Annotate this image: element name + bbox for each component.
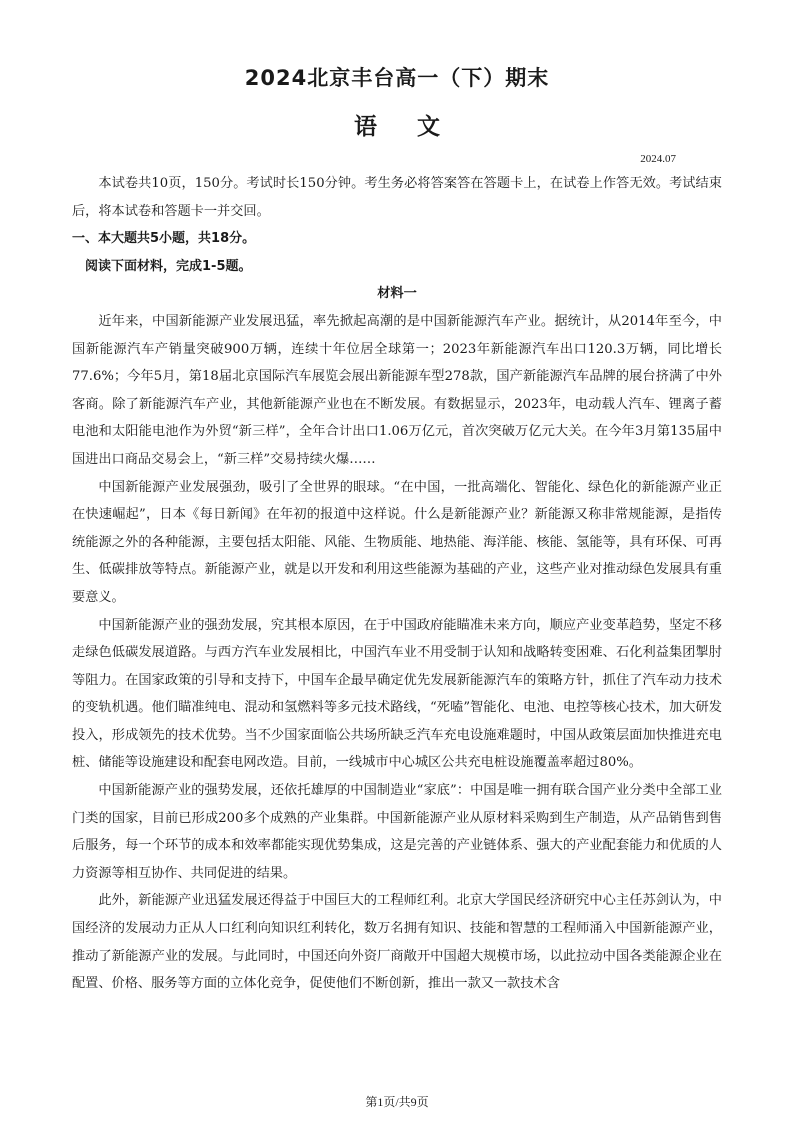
section-heading: 一、本大题共5小题，共18分。 xyxy=(72,231,256,247)
section-prompt: 阅读下面材料，完成1-5题。 xyxy=(85,258,252,274)
material-heading: 材料一 xyxy=(377,286,417,302)
paragraph: 近年来，中国新能源产业发展迅猛，率先掀起高潮的是中国新能源汽车产业。据统计，从2014年至今，中国新能源汽车产销量突破900万辆，连续十年位居全球第一；2023年新能源汽车出口120.3万辆，同比增长77.6%；今年5月，第18届北京国际汽车展览会展出新能源车型278款，国产新能源汽车品牌的展台挤满了中外客商。除了新能源汽车产业，其他新能源产业也在不断发展。有数据显示，2023年，电动载人汽车、锂离子蓄电池和太阳能电池作为外贸“新三样”，全年合计出口1.06万亿元，首次突破万亿元大关。在今年3月第135届中国进出口商品交易会上，“新三样”交易持续火爆…… xyxy=(72,313,722,467)
paragraph: 此外，新能源产业迅猛发展还得益于中国巨大的工程师红利。北京大学国民经济研究中心主任苏剑认为，中国经济的发展动力正从人口红利向知识红利转化，数万名拥有知识、技能和智慧的工程师涌入中国新能源产业，推动了新能源产业的发展。与此同时，中国还向外资厂商敞开中国超大规模市场，以此拉动中国各类能源企业在配置、价格、服务等方面的立体化竞争，促使他们不断创新，推出一款又一款技术含 xyxy=(72,893,722,992)
page-footer: 第1页/共9页 xyxy=(365,1095,429,1109)
paragraph: 中国新能源产业的强势发展，还依托雄厚的中国制造业“家底”：中国是唯一拥有联合国产业分类中全部工业门类的国家，目前已形成200多个成熟的产业集群。中国新能源产业从原材料采购到生产制造，从产品销售到售后服务，每一个环节的成本和效率都能实现优势集成，这是完善的产业链体系、强大的产业配套能力和优质的人力资源等相互协作、共同促进的结果。 xyxy=(72,783,722,881)
paragraph: 中国新能源产业发展强劲，吸引了全世界的眼球。“在中国，一批高端化、智能化、绿色化的新能源产业正在快速崛起”，日本《每日新闻》在年初的报道中这样说。什么是新能源产业？新能源又称非常规能源，是指传统能源之外的各种能源，主要包括太阳能、风能、生物质能、地热能、海洋能、核能、氢能等，具有环保、可再生、低碳排放等特点。新能源产业，就是以开发和利用这些能源为基础的产业，这些产业对推动绿色发展具有重要意义。 xyxy=(72,479,722,605)
exam-title: 2024北京丰台高一（下）期末 xyxy=(244,66,550,90)
exam-date: 2024.07 xyxy=(640,153,676,165)
exam-body xyxy=(72,170,722,998)
subject-title: 语文 xyxy=(354,114,480,140)
instructions: 本试卷共10页，150分。考试时长150分钟。考生务必将答案答在答题卡上，在试卷上作答无效。考试结束后，将本试卷和答题卡一并交回。 xyxy=(72,176,722,219)
paragraph: 中国新能源产业的强劲发展，究其根本原因，在于中国政府能瞄准未来方向，顺应产业变革趋势，坚定不移走绿色低碳发展道路。与西方汽车业发展相比，中国汽车业不用受制于认知和战略转变困难、石化利益集团掣肘等阻力。在国家政策的引导和支持下，中国车企最早确定优先发展新能源汽车的策略方针，抓住了汽车动力技术的变轨机遇。他们瞄准纯电、混动和氢燃料等多元技术路线，“死嗑”智能化、电池、电控等核心技术，加大研发投入，形成领先的技术优势。当不少国家面临公共场所缺乏汽车充电设施难题时，中国从政策层面加快推进充电桩、储能等设施建设和配套电网改造。目前，一线城市中心城区公共充电桩设施覆盖率超过80%。 xyxy=(72,617,722,771)
